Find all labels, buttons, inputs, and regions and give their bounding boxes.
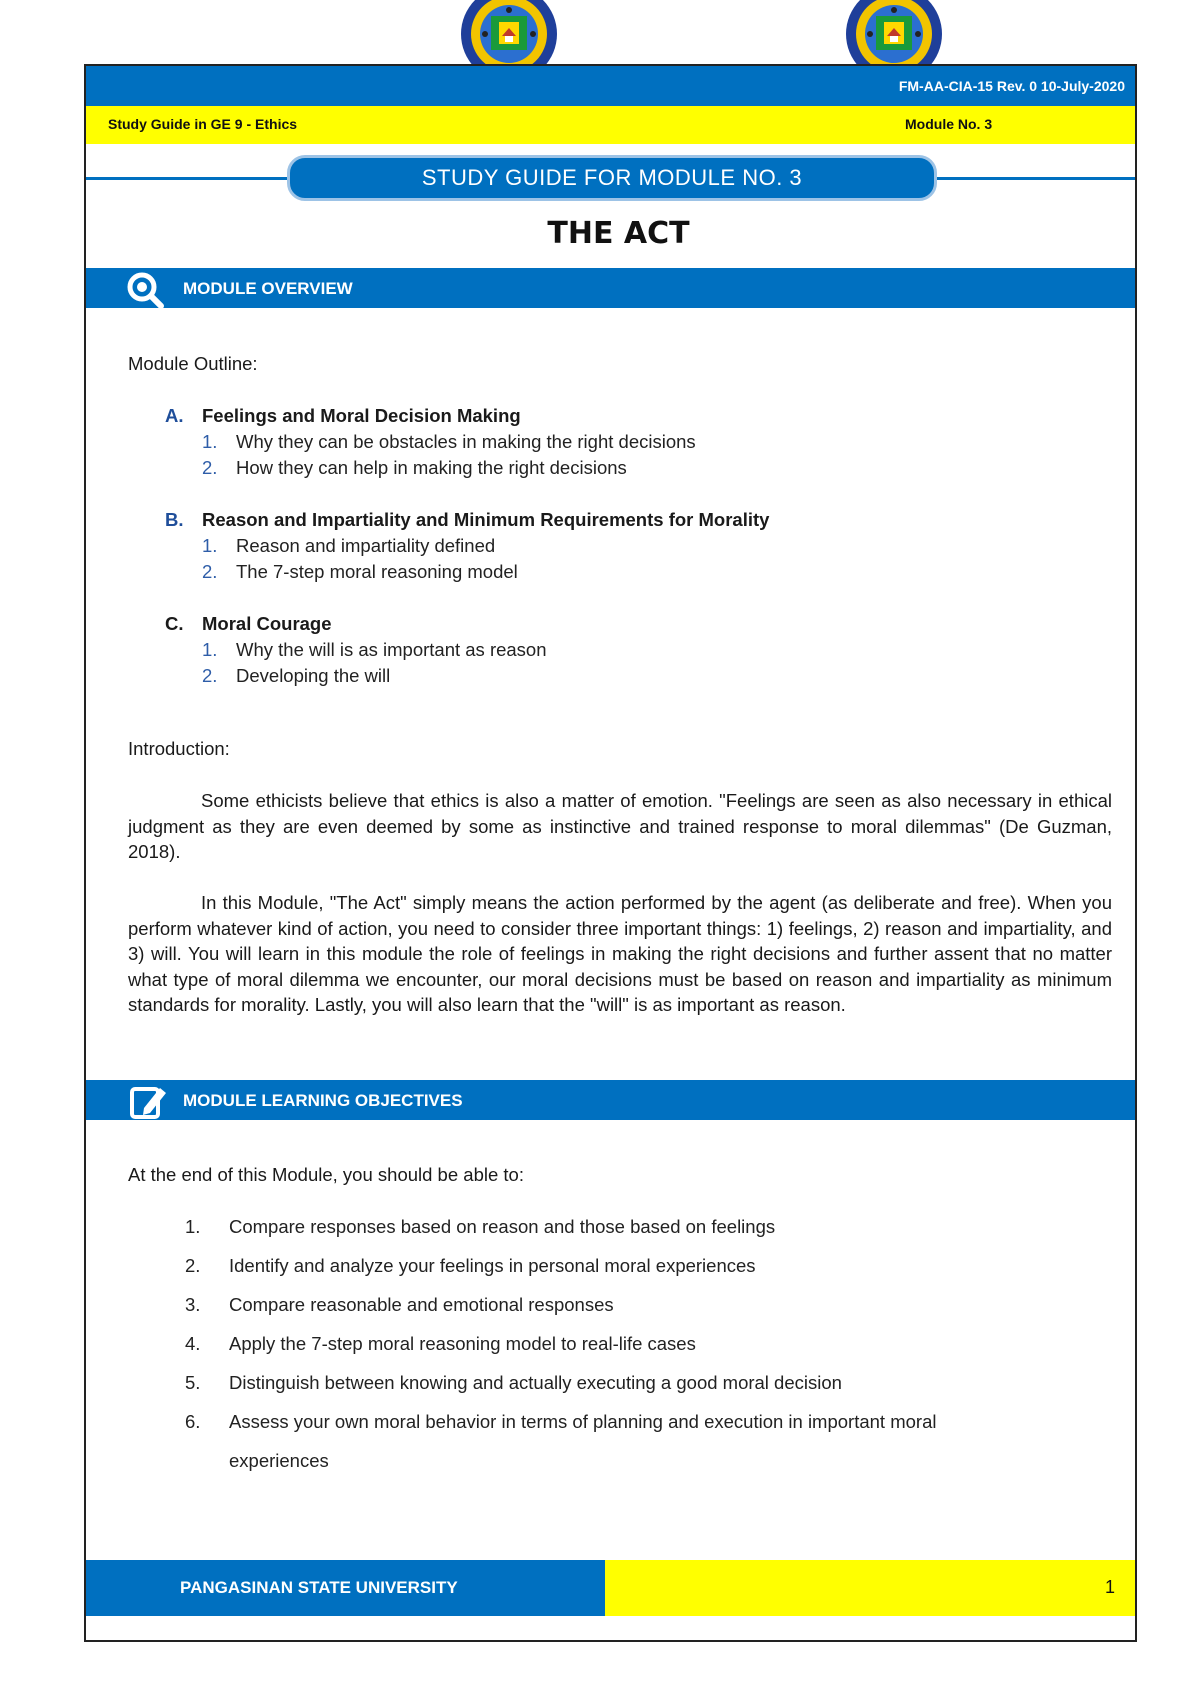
list-item	[185, 1285, 1105, 1324]
module-overview-bar	[86, 268, 1135, 308]
footer-page-bar	[605, 1560, 1135, 1616]
outline-letter: C.	[165, 613, 184, 634]
list-item	[185, 1402, 1105, 1480]
list-text: Reason and impartiality defined	[236, 535, 496, 556]
list-item	[185, 1246, 1105, 1285]
list-text: Identify and analyze your feelings in personal moral experiences	[229, 1255, 756, 1276]
list-text: Distinguish between knowing and actually executing a good moral decision	[229, 1372, 842, 1393]
list-item	[202, 665, 390, 687]
list-number: 2.	[185, 1255, 201, 1276]
magnifier-icon	[124, 270, 168, 310]
introduction-paragraph-2: In this Module, "The Act" simply means the action performed by the agent (as deliberate and free). When you perform whatever kind of action, you need to consider three important things: 1) feelings, 2) reason and impartiality, and 3) will. You will learn in this module the role of feelings in making the right decisions and further assent that no matter what type of moral dilemma we encounter, our moral decisions must be based on reason and impartiality as minimum standards for morality. Lastly, you will also learn that the "will" is as important as reason.	[128, 892, 1112, 1016]
outline-heading: Module Outline:	[128, 353, 258, 374]
module-number: Module No. 3	[905, 116, 993, 132]
outline-letter: A.	[165, 405, 184, 426]
list-item	[202, 431, 696, 453]
list-number: 5.	[185, 1372, 201, 1393]
outline-letter: B.	[165, 509, 184, 530]
outline-title: Moral Courage	[202, 613, 332, 634]
section-label-objectives: MODULE LEARNING OBJECTIVES	[183, 1091, 463, 1110]
outline-part-a	[165, 405, 521, 427]
list-number: 2.	[202, 457, 218, 478]
introduction-paragraph-1: Some ethicists believe that ethics is also a matter of emotion. "Feelings are seen as also necessary in ethical judgment as they are even deemed by some as instinctive and trained response to moral dilemmas" (De Guzman, 2018).	[128, 790, 1112, 863]
list-number: 3.	[185, 1294, 201, 1315]
page-title: THE ACT	[547, 216, 690, 251]
list-item	[185, 1363, 1105, 1402]
outline-part-c	[165, 613, 332, 635]
guide-title: Study Guide in GE 9 - Ethics	[108, 116, 298, 132]
university-name: PANGASINAN STATE UNIVERSITY	[180, 1578, 458, 1597]
university-seal-right	[844, 0, 944, 66]
list-item	[202, 561, 518, 583]
list-number: 6.	[185, 1411, 201, 1432]
footer-university-bar	[86, 1560, 605, 1616]
list-text: Compare reasonable and emotional responses	[229, 1294, 614, 1315]
outline-part-b	[165, 509, 769, 531]
section-label-overview: MODULE OVERVIEW	[183, 279, 353, 298]
form-code: FM-AA-CIA-15 Rev. 0 10-July-2020	[898, 78, 1125, 94]
list-text: Why they can be obstacles in making the right decisions	[236, 431, 696, 452]
page-number: 1	[1104, 1577, 1115, 1597]
banner-rule-right	[935, 177, 1135, 180]
list-item	[202, 457, 627, 479]
list-text: Developing the will	[236, 665, 391, 686]
list-number: 2.	[202, 561, 218, 582]
list-text: Assess your own moral behavior in terms of planning and execution in important moral	[229, 1411, 937, 1432]
module-objectives-bar	[86, 1080, 1135, 1120]
list-number: 2.	[202, 665, 218, 686]
study-guide-banner: STUDY GUIDE FOR MODULE NO. 3	[287, 155, 937, 201]
list-number: 1.	[202, 535, 218, 556]
list-text-continued: experiences	[229, 1450, 329, 1471]
list-number: 1.	[202, 639, 218, 660]
banner-rule-left	[86, 177, 291, 180]
list-text: Apply the 7-step moral reasoning model to real-life cases	[229, 1333, 696, 1354]
list-text: The 7-step moral reasoning model	[236, 561, 518, 582]
university-seal-left	[459, 0, 559, 66]
list-number: 1.	[185, 1216, 201, 1237]
list-text: Compare responses based on reason and those based on feelings	[229, 1216, 776, 1237]
list-number: 4.	[185, 1333, 201, 1354]
objectives-intro: At the end of this Module, you should be able to:	[128, 1164, 524, 1185]
list-text: Why the will is as important as reason	[236, 639, 547, 660]
outline-title: Reason and Impartiality and Minimum Requirements for Morality	[202, 509, 770, 530]
list-text: How they can help in making the right decisions	[236, 457, 627, 478]
pencil-edit-icon	[124, 1082, 168, 1122]
introduction-heading: Introduction:	[128, 738, 230, 759]
list-number: 1.	[202, 431, 218, 452]
list-item	[202, 639, 547, 661]
list-item	[185, 1207, 1105, 1246]
list-item	[185, 1324, 1105, 1363]
outline-title: Feelings and Moral Decision Making	[202, 405, 521, 426]
list-item	[202, 535, 495, 557]
